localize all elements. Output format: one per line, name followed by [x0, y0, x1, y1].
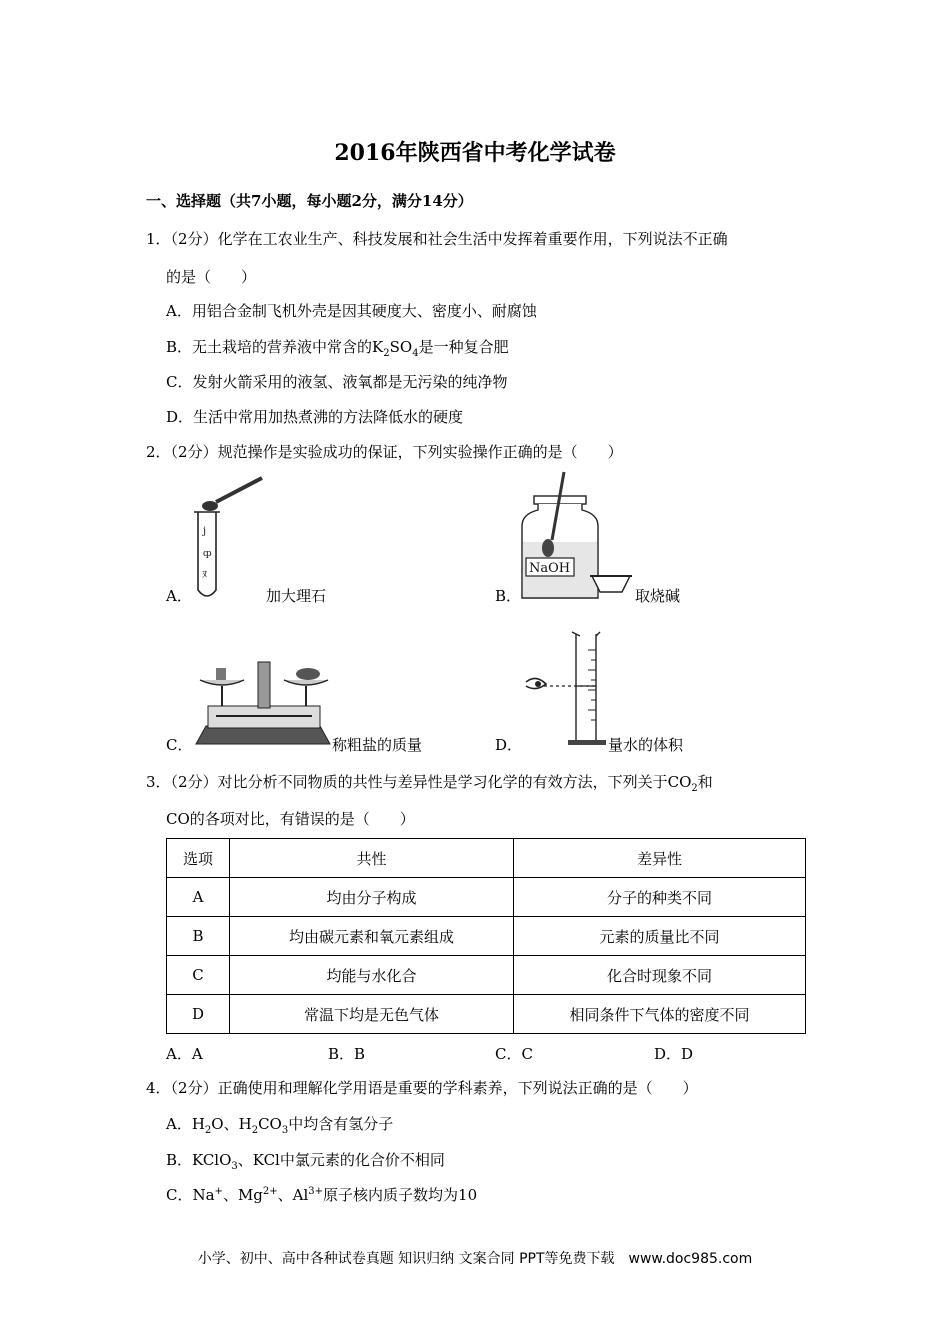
table-header-cell: 差异性: [514, 839, 806, 878]
svg-text:ﾇ: ﾇ: [202, 570, 207, 581]
q1-option-a: A．用铝合金制飞机外壳是因其硬度大、密度小、耐腐蚀: [166, 302, 537, 320]
q3-option-a: A．A: [166, 1045, 203, 1063]
table-cell: C: [167, 956, 230, 995]
table-cell: 分子的种类不同: [514, 878, 806, 917]
table-cell: 均由碳元素和氧元素组成: [230, 917, 514, 956]
q4-option-c: C．Na+、$Mg^{2+}$、$Al^{3+}$原子核内质子数均为10: [166, 1186, 478, 1204]
q4-option-a: A．$H_2O$、$H_2CO_3$中均含有氢分子: [166, 1115, 394, 1136]
q1-option-b: B．无土栽培的营养液中常含的$K_2SO_4$是一种复合肥: [166, 338, 509, 359]
page-title: 2016年陕西省中考化学试卷: [334, 140, 616, 166]
cylinder-figure: [520, 630, 610, 750]
table-cell: 相同条件下气体的密度不同: [514, 995, 806, 1034]
table-cell: 常温下均是无色气体: [230, 995, 514, 1034]
table-header-row: [167, 839, 806, 878]
q3-stem-line2: CO的各项对比，有错误的是（ ）: [166, 810, 415, 828]
q4-stem: 4．（2分）正确使用和理解化学用语是重要的学科素养，下列说法正确的是（ ）: [146, 1079, 698, 1097]
q3-stem-line1: 3．（2分）对比分析不同物质的共性与差异性是学习化学的有效方法，下列关于$CO_2$和: [146, 773, 713, 794]
q2-option-a-caption: 加大理石: [266, 587, 327, 605]
q1-stem-line1: 1．（2分）化学在工农业生产、科技发展和社会生活中发挥着重要作用，下列说法不正确: [146, 230, 728, 248]
table-cell: B: [167, 917, 230, 956]
q3-option-c: C．C: [495, 1045, 533, 1063]
comparison-table: [166, 838, 806, 1034]
table-row: [167, 995, 806, 1034]
q2-option-b-caption: 取烧碱: [635, 587, 681, 605]
table-cell: A: [167, 878, 230, 917]
naoh-label: NaOH: [529, 561, 571, 576]
q3-option-d: D．D: [654, 1045, 694, 1063]
footer-banner: 小学、初中、高中各种试卷真题 知识归纳 文案合同 PPT等免费下载 www.doc985.com: [197, 1251, 753, 1267]
q4-option-b: B．KClO$_3$、KCl中氯元素的化合价不相同: [166, 1151, 445, 1172]
table-row: [167, 956, 806, 995]
table-cell: D: [167, 995, 230, 1034]
naoh-bottle-figure: [514, 470, 634, 605]
table-cell: 元素的质量比不同: [514, 917, 806, 956]
q2-option-c-letter: C．: [166, 736, 193, 754]
q2-option-d-letter: D．: [495, 736, 523, 754]
table-cell: 均由分子构成: [230, 878, 514, 917]
table-row: [167, 917, 806, 956]
table-cell: 化合时现象不同: [514, 956, 806, 995]
q1-option-c: C．发射火箭采用的液氢、液氧都是无污染的纯净物: [166, 373, 508, 391]
q2-option-c-caption: 称粗盐的质量: [332, 736, 423, 754]
q1-stem-line2: 的是（ ）: [166, 268, 257, 286]
svg-text:ȹ: ȹ: [203, 549, 212, 559]
test-tube-figure: [190, 472, 270, 602]
table-cell: 均能与水化合: [230, 956, 514, 995]
section-heading: 一、选择题（共7小题，每小题2分，满分14分）: [146, 192, 473, 210]
q2-option-b-letter: B．: [495, 587, 522, 605]
q3-option-b: B．B: [328, 1045, 366, 1063]
table-row: [167, 878, 806, 917]
table-header-cell: 选项: [167, 839, 230, 878]
balance-figure: [192, 656, 332, 748]
q1-option-d: D．生活中常用加热煮沸的方法降低水的硬度: [166, 408, 464, 426]
q2-option-d-caption: 量水的体积: [608, 736, 684, 754]
svg-text:j: j: [203, 526, 207, 537]
q2-option-a-letter: A．: [166, 587, 192, 605]
table-header-cell: 共性: [230, 839, 514, 878]
q2-stem: 2．（2分）规范操作是实验成功的保证，下列实验操作正确的是（ ）: [146, 443, 623, 461]
